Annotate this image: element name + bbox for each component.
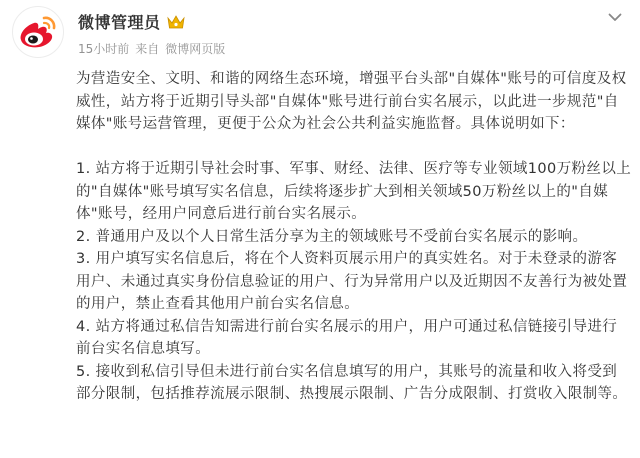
source-prefix: 来自	[135, 42, 160, 56]
avatar[interactable]	[12, 6, 64, 58]
post-content	[76, 68, 632, 406]
post-meta	[78, 40, 225, 57]
post-intro: 为营造安全、文明、和谐的网络生态环境，增强平台头部"自媒体"账号的可信度及权威性，站方将于近期引导头部"自媒体"账号进行前台实名展示，以此进一步规范"自媒体"账号运营管理，更便于公众为社会公共利益实施监督。具体说明如下：	[76, 71, 627, 132]
source-link[interactable]: 微博网页版	[165, 42, 226, 56]
list-item: 3. 用户填写实名信息后，将在个人资料页展示用户的真实姓名。对于未登录的游客用户、未通过真实身份信息验证的用户、行为异常用户以及近期因不友善行为被处置的用户，禁止查看其他用户前台实名信息。	[76, 251, 628, 312]
author-row	[78, 10, 185, 33]
more-options-button[interactable]	[604, 6, 626, 28]
weibo-logo-icon	[18, 14, 58, 50]
list-item: 4. 站方将通过私信告知需进行前台实名展示的用户，用户可通过私信链接引导进行前台实名信息填写。	[76, 318, 618, 357]
list-item: 2. 普通用户及以个人日常生活分享为主的领域账号不受前台实名展示的影响。	[76, 228, 588, 245]
list-item: 1. 站方将于近期引导社会时事、军事、财经、法律、医疗等专业领域100万粉丝以上的"自媒体"账号填写实名信息，后续将逐步扩大到相关领域50万粉丝以上的"自媒体"账号，经用户同意后进行前台实名展示。	[76, 161, 632, 222]
post-timestamp[interactable]: 15小时前	[78, 42, 130, 56]
chevron-down-icon	[608, 13, 622, 22]
vip-crown-icon	[167, 14, 185, 30]
list-item: 5. 接收到私信引导但未进行前台实名信息填写的用户，其账号的流量和收入将受到部分限制，包括推荐流展示限制、热搜展示限制、广告分成限制、打赏收入限制等。	[76, 363, 628, 402]
author-name[interactable]: 微博管理员	[78, 13, 161, 32]
